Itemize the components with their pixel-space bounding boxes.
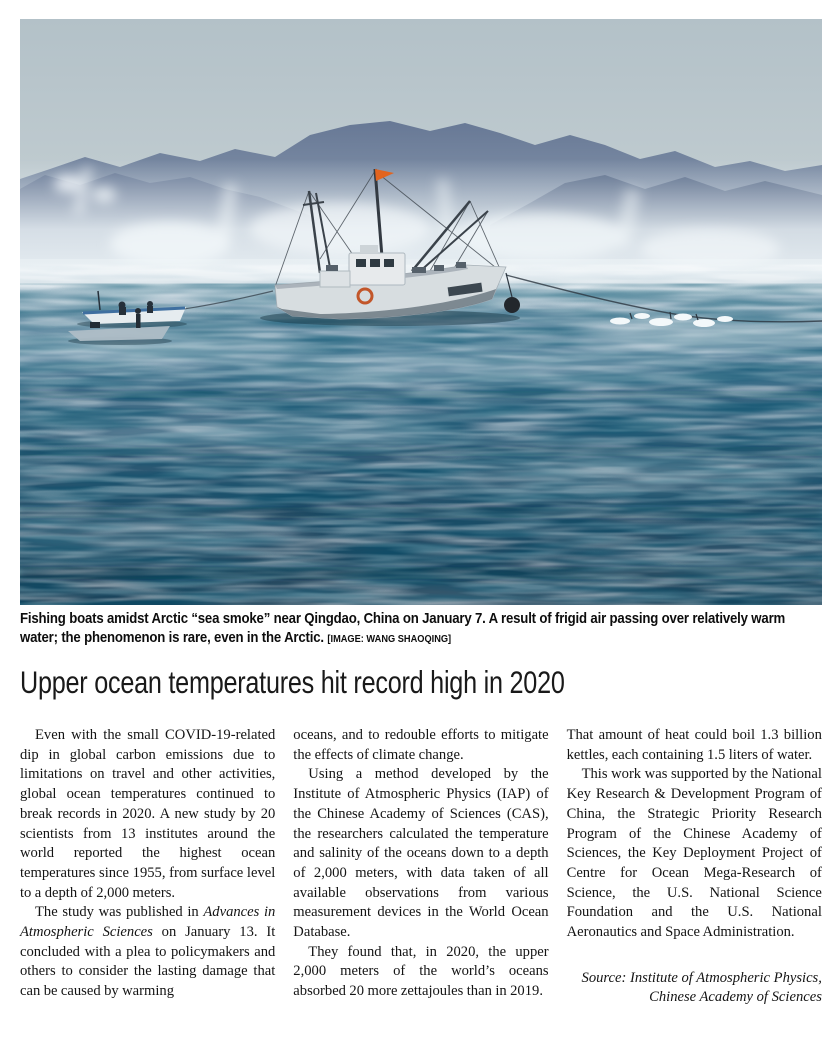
paragraph: That amount of heat could boil 1.3 billion kettles, each containing 1.5 liters of water. [566,727,822,763]
paragraph: Even with the small COVID-19-related dip in global carbon emissions due to limitations on travel and other activities, global ocean temperatures continued to break records in 2020. A new study by 20 scientists from 13 institutes around the world reported the highest ocean temperatures since 1955, from surface level to a depth of 2,000 meters. [20,727,276,901]
cabin-window [356,259,366,267]
paragraph: This work was supported by the National Key Research & Development Program of China, the Strategic Priority Research Program of the Chinese Academy of Sciences, the Key Deployment Project of Centre for Ocean Mega-Research of Science, the U.S. National Science Foundation and the U.S. National Aeronautics and Space Administration. [566,766,822,941]
photo-credit: [IMAGE: WANG SHAOQING] [327,633,452,645]
article-column-2 [293,726,548,1008]
cabin-window [370,259,380,267]
article-headline: Upper ocean temperatures hit record high in 2020 [20,664,565,700]
article-column-3 [567,726,822,1008]
source-attribution [567,969,822,1008]
bow-buoy [504,297,520,313]
boat-cabin [349,253,405,285]
paragraph [20,903,275,1002]
photo-caption-text: Fishing boats amidst Arctic “sea smoke” near Qingdao, China on January 7. A result of frigid air passing over relatively warm water; the phenomenon is rare, even in the Arctic. [20,610,786,646]
article-photo [20,19,822,605]
paragraph-text: on January 13. It concluded with a plea to policymakers and others to consider the lasting damage that can be caused by warming [20,924,276,1000]
cabin-roof-gear [360,245,378,253]
source-line-1: Source: Institute of Atmospheric Physics, [581,969,822,986]
cabin-window [384,259,394,267]
paragraph: They found that, in 2020, the upper 2,000 meters of the world’s oceans absorbed 20 more zettajoules than in 2019. [293,943,549,1000]
journal-title: Advances in Atmospheric Sciences [20,904,276,941]
paragraph: Using a method developed by the Institute of Atmospheric Physics (IAP) of the Chinese Academy of Sciences (CAS), the researchers calculated the temperature and salinity of the oceans down to a depth of 2,000 meters, with data taken of all available observations from various measurement devices in the World Ocean Database. [293,766,549,941]
deckhouse [320,271,350,287]
photo-illustration [20,19,822,605]
paragraph-text: The study was published in [35,904,204,921]
paragraph: oceans, and to redouble efforts to mitigate the effects of climate change. [293,727,549,763]
article-column-1 [20,726,275,1008]
source-line-2: Chinese Academy of Sciences [649,989,822,1006]
article-body [20,726,822,1008]
photo-caption [20,609,823,649]
